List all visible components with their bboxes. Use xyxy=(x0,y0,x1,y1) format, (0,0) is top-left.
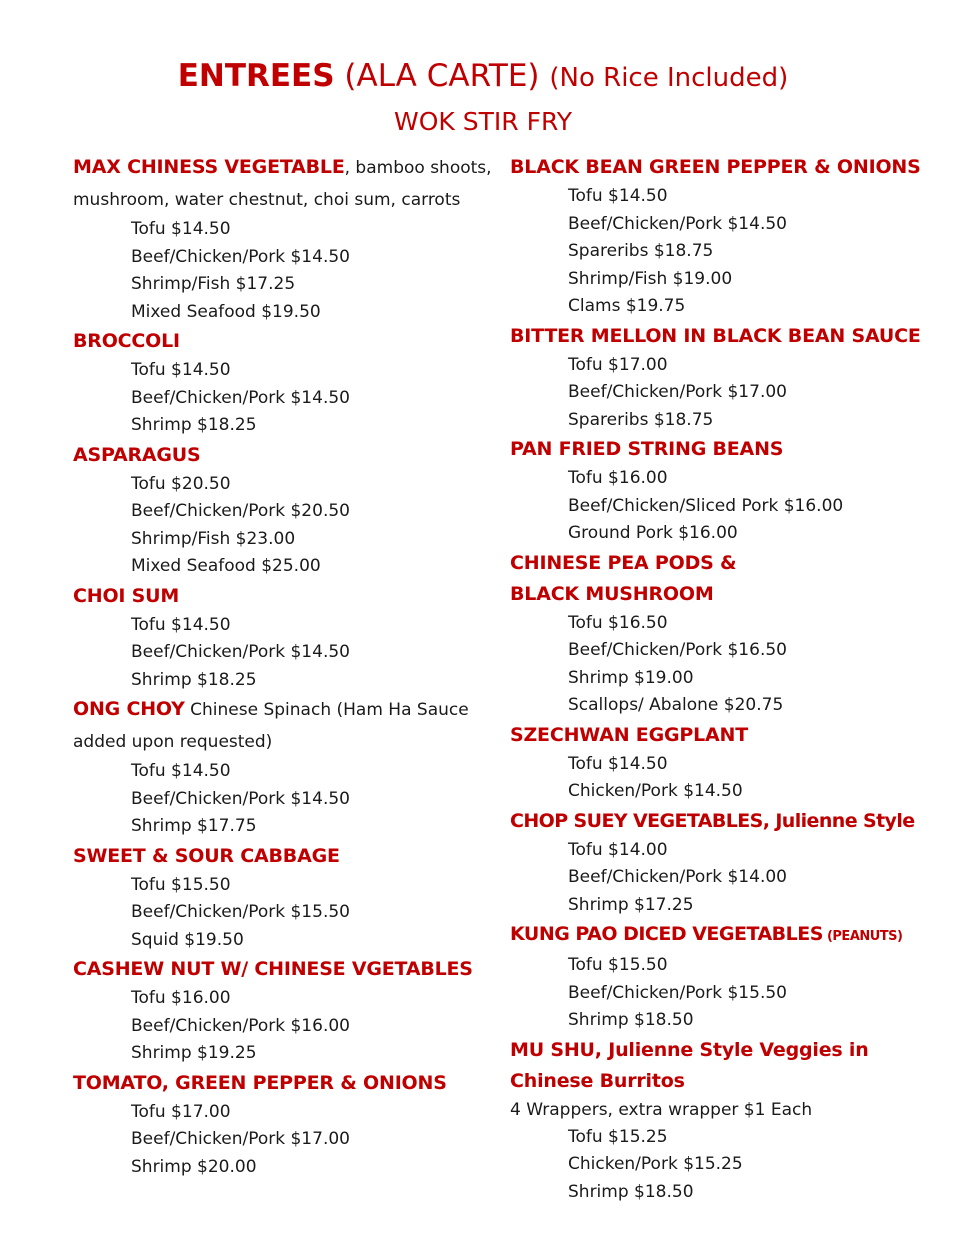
title-bold: ENTREES xyxy=(177,58,335,94)
title-note: (No Rice Included) xyxy=(549,63,789,93)
menu-section xyxy=(73,841,493,955)
menu-item: Beef/Chicken/Pork $16.00 xyxy=(131,1015,350,1036)
section-title: PAN FRIED STRING BEANS xyxy=(510,438,784,460)
menu-item: Tofu $14.00 xyxy=(568,839,668,860)
menu-section xyxy=(510,152,950,321)
section-note: 4 Wrappers, extra wrapper $1 Each xyxy=(510,1099,813,1120)
menu-item: Beef/Chicken/Pork $15.50 xyxy=(568,982,787,1003)
section-title: CHOP SUEY VEGETABLES, Julienne Style xyxy=(510,809,915,832)
menu-item: Chicken/Pork $14.50 xyxy=(568,781,743,801)
menu-item: Shrimp $18.50 xyxy=(568,1010,694,1030)
menu-item: Shrimp $18.25 xyxy=(131,669,257,690)
section-title: BLACK BEAN GREEN PEPPER & ONIONS xyxy=(510,156,921,178)
menu-item: Tofu $15.25 xyxy=(568,1126,668,1147)
menu-item: Mixed Seafood $19.50 xyxy=(131,301,321,322)
section-title: SZECHWAN EGGPLANT xyxy=(510,723,748,746)
menu-item: Beef/Chicken/Pork $14.50 xyxy=(131,387,350,408)
menu-item: Tofu $15.50 xyxy=(131,874,231,895)
menu-item: Shrimp/Fish $23.00 xyxy=(131,528,296,549)
menu-item: Mixed Seafood $25.00 xyxy=(131,556,321,576)
menu-item: Beef/Chicken/Pork $17.00 xyxy=(568,382,787,402)
menu-item: Beef/Chicken/Pork $16.50 xyxy=(568,640,787,660)
menu-item: Beef/Chicken/Pork $14.50 xyxy=(131,642,350,662)
section-title: BROCCOLI xyxy=(73,330,180,352)
menu-section xyxy=(73,440,493,581)
menu-item: Beef/Chicken/Pork $14.50 xyxy=(568,213,787,234)
menu-item: Spareribs $18.75 xyxy=(568,409,714,430)
menu-item: Shrimp $17.75 xyxy=(131,816,257,836)
menu-item: Clams $19.75 xyxy=(568,296,686,316)
menu-item: Beef/Chicken/Sliced Pork $16.00 xyxy=(568,495,844,516)
menu-section xyxy=(510,434,950,548)
menu-item: Tofu $14.50 xyxy=(568,186,668,206)
section-title: MU SHU, Julienne Style Veggies in Chinese Burritos xyxy=(510,1038,869,1092)
section-title-note: (PEANUTS) xyxy=(822,929,903,944)
page-title xyxy=(0,56,966,98)
left-column xyxy=(73,152,493,1181)
menu-item: Ground Pork $16.00 xyxy=(568,523,738,543)
section-title: TOMATO, GREEN PEPPER & ONIONS xyxy=(73,1071,447,1094)
menu-section xyxy=(510,919,950,1035)
section-title: CASHEW NUT W/ CHINESE VGETABLES xyxy=(73,958,473,980)
menu-section xyxy=(510,1035,950,1207)
menu-item: Shrimp/Fish $19.00 xyxy=(568,268,733,289)
section-title: CHINESE PEA PODS & BLACK MUSHROOM xyxy=(510,551,737,605)
menu-item: Shrimp $18.50 xyxy=(568,1181,694,1202)
section-title-text: KUNG PAO DICED VEGETABLES xyxy=(510,923,823,945)
section-description: , bamboo shoots, mushroom, water chestnut, choi sum, carrots xyxy=(73,158,492,210)
menu-item: Tofu $14.50 xyxy=(131,761,231,781)
menu-item: Shrimp/Fish $17.25 xyxy=(131,274,296,294)
menu-section xyxy=(73,152,493,326)
menu-item: Beef/Chicken/Pork $15.50 xyxy=(131,902,350,922)
menu-item: Beef/Chicken/Pork $14.50 xyxy=(131,788,350,809)
menu-item: Shrimp $20.00 xyxy=(131,1156,257,1177)
menu-item: Tofu $14.50 xyxy=(568,753,668,774)
menu-item: Shrimp $19.25 xyxy=(131,1043,257,1063)
menu-item: Tofu $16.00 xyxy=(131,988,231,1008)
section-title xyxy=(510,919,950,952)
menu-item: Shrimp $19.00 xyxy=(568,667,694,688)
menu-item: Chicken/Pork $15.25 xyxy=(568,1154,743,1174)
menu-item: Beef/Chicken/Pork $20.50 xyxy=(131,501,350,521)
menu-item: Beef/Chicken/Pork $14.00 xyxy=(568,867,787,887)
section-title xyxy=(73,694,473,758)
menu-item: Tofu $20.50 xyxy=(131,473,231,494)
section-description: Chinese Spinach (Ham Ha Sauce added upon requested) xyxy=(73,700,469,752)
menu-section xyxy=(73,326,493,440)
menu-item: Tofu $17.00 xyxy=(568,354,668,375)
menu-item: Tofu $14.50 xyxy=(131,360,231,380)
menu-section xyxy=(510,806,950,920)
section-title: BITTER MELLON IN BLACK BEAN SAUCE xyxy=(510,324,921,347)
menu-section xyxy=(73,1068,493,1182)
menu-item: Tofu $16.00 xyxy=(568,468,668,488)
menu-section xyxy=(510,548,950,720)
menu-item: Tofu $14.50 xyxy=(131,614,231,635)
section-title-text: MAX CHINESS VEGETABLE xyxy=(73,156,345,178)
menu-item: Tofu $17.00 xyxy=(131,1101,231,1122)
menu-item: Squid $19.50 xyxy=(131,929,244,950)
menu-item: Tofu $15.50 xyxy=(568,955,668,975)
menu-section xyxy=(510,321,950,435)
section-title: CHOI SUM xyxy=(73,584,180,607)
menu-item: Tofu $16.50 xyxy=(568,612,668,633)
menu-section xyxy=(73,581,493,695)
menu-section xyxy=(73,954,493,1068)
menu-item: Beef/Chicken/Pork $14.50 xyxy=(131,246,350,267)
menu-section xyxy=(73,694,493,841)
section-title-text: ONG CHOY xyxy=(73,698,185,720)
menu-item: Spareribs $18.75 xyxy=(568,241,714,261)
section-title: ASPARAGUS xyxy=(73,443,201,466)
page-subtitle: WOK STIR FRY xyxy=(394,107,572,136)
section-title: SWEET & SOUR CABBAGE xyxy=(73,844,340,867)
menu-item: Shrimp $18.25 xyxy=(131,415,257,435)
menu-item: Shrimp $17.25 xyxy=(568,894,694,915)
menu-section xyxy=(510,720,950,806)
title-main: (ALA CARTE) xyxy=(334,58,550,94)
right-column xyxy=(510,152,950,1206)
section-title xyxy=(73,152,493,216)
menu-item: Beef/Chicken/Pork $17.00 xyxy=(131,1129,350,1149)
menu-item: Scallops/ Abalone $20.75 xyxy=(568,695,784,715)
menu-item: Tofu $14.50 xyxy=(131,219,231,239)
